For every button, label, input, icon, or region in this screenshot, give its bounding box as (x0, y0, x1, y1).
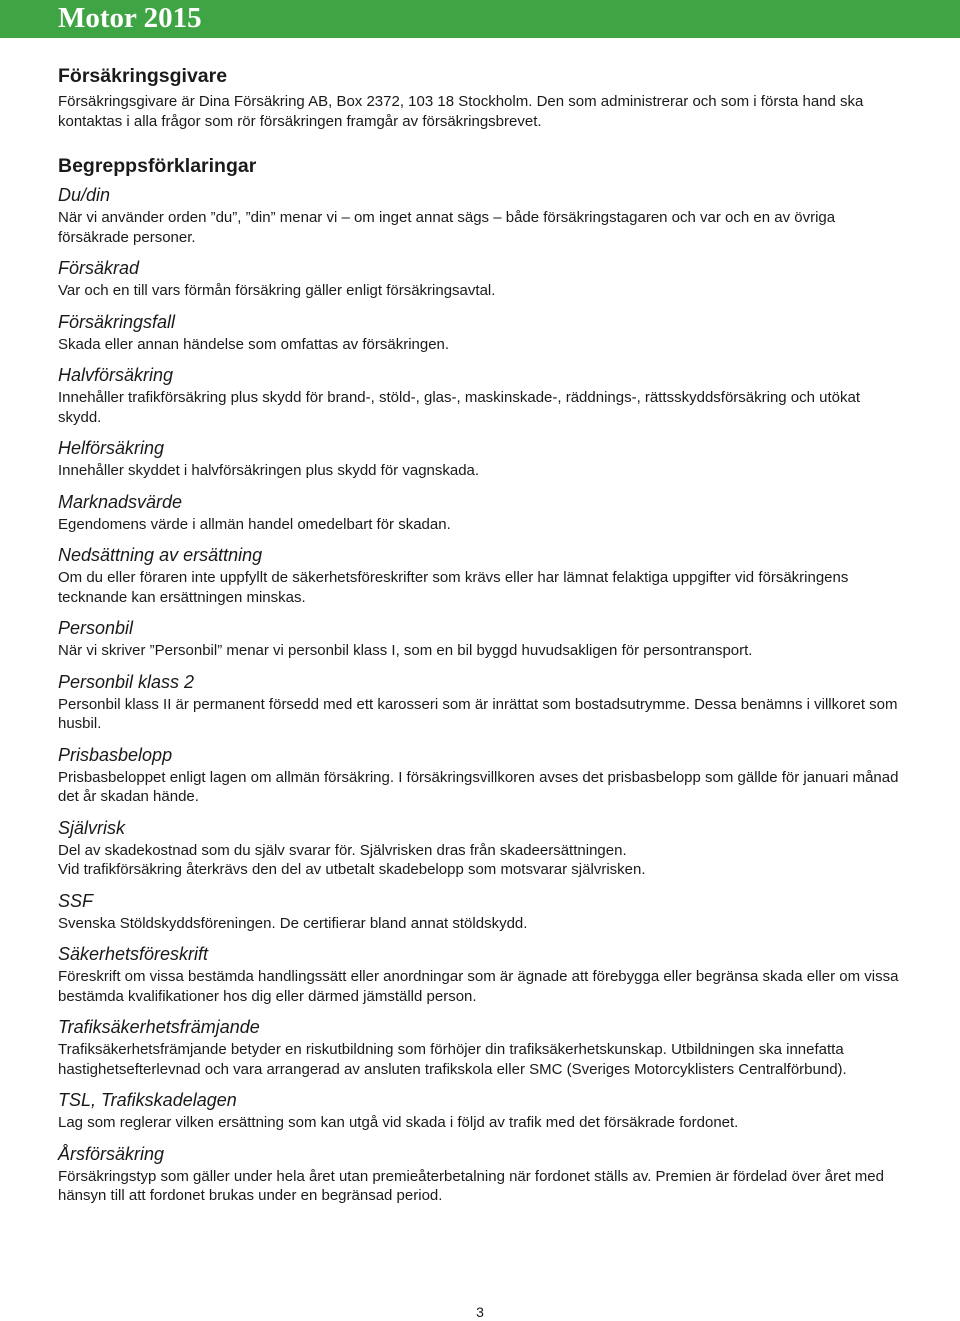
definition-personbil: När vi skriver ”Personbil” menar vi personbil klass I, som en bil byggd huvudsakligen för persontransport. (58, 642, 753, 659)
term-halvforsakring: Halvförsäkring (58, 365, 174, 385)
term-tsl: TSL, Trafikskadelagen (58, 1090, 237, 1110)
definitions-heading: Begreppsförklaringar (58, 155, 257, 177)
definition-trafiksakerhetsframjande: Trafiksäkerhetsfrämjande betyder en riskutbildning som förhöjer din trafiksäkerhetskunskap. Utbildningen ska innefatta hastighetsefterlevnad och vara arrangerad av ansluten trafikskola eller SMC (Sveriges Motorcyklisters Centralförbund). (58, 1041, 847, 1078)
term-trafiksakerhetsframjande: Trafiksäkerhetsfrämjande (58, 1017, 260, 1037)
term-arsforsakring: Årsförsäkring (58, 1143, 165, 1164)
term-sakerhetsforeskrift: Säkerhetsföreskrift (58, 944, 209, 964)
definition-forsakrad: Var och en till vars förmån försäkring gäller enligt försäkringsavtal. (58, 282, 496, 299)
page-number: 3 (476, 1304, 484, 1320)
definition-personbil-klass-2: Personbil klass II är permanent försedd med ett karosseri som är inrättat som bostadsutrymme. Dessa benämns i villkoret som husbil. (58, 695, 898, 732)
definition-nedsattning: Om du eller föraren inte uppfyllt de säkerhetsföreskrifter som krävs eller har lämnat felaktiga uppgifter vid försäkringens tecknande kan ersättningen minskas. (58, 569, 849, 606)
definition-marknadsvarde: Egendomens värde i allmän handel omedelbart för skadan. (58, 515, 451, 533)
term-ssf: SSF (58, 890, 94, 911)
term-personbil: Personbil (58, 618, 134, 638)
document-title: Motor 2015 (58, 2, 202, 34)
definition-arsforsakring: Försäkringstyp som gäller under hela året utan premieåterbetalning när fordonet ställs av. Premien är fördelad över året med hänsyn till att fordonet brukas under en begränsad period. (58, 1167, 884, 1204)
definition-helforsakring: Innehåller skyddet i halvförsäkringen plus skydd för vagnskada. (58, 462, 480, 479)
definition-du-din: När vi använder orden ”du”, ”din” menar vi – om inget annat sägs – både försäkringstagaren och var och en av övriga försäkrade personer. (58, 209, 836, 246)
term-helforsakring: Helförsäkring (58, 438, 165, 458)
definition-sjalvrisk-line-1: Del av skadekostnad som du själv svarar för. Självrisken dras från skadeersättningen. (58, 841, 627, 859)
definition-sjalvrisk (58, 841, 904, 880)
term-forsakringsfall: Försäkringsfall (58, 311, 176, 332)
term-prisbasbelopp: Prisbasbelopp (58, 744, 173, 765)
insurer-text: Försäkringsgivare är Dina Försäkring AB, Box 2372, 103 18 Stockholm. Den som administrerar och som i första hand ska kontaktas i alla frågor som rör försäkringen framgår av försäkringsbrevet. (58, 93, 864, 130)
definition-forsakringsfall: Skada eller annan händelse som omfattas av försäkringen. (58, 335, 450, 353)
definition-ssf: Svenska Stöldskyddsföreningen. De certifierar bland annat stöldskydd. (58, 914, 528, 932)
term-nedsattning: Nedsättning av ersättning (58, 545, 263, 565)
document-body (58, 64, 904, 1206)
insurer-heading: Försäkringsgivare (58, 65, 228, 87)
header-bar (0, 0, 960, 38)
definition-tsl: Lag som reglerar vilken ersättning som kan utgå vid skada i följd av trafik med det försäkrade fordonet. (58, 1114, 739, 1131)
term-du-din: Du/din (58, 185, 111, 205)
definition-sjalvrisk-line-2: Vid trafikförsäkring återkrävs den del av utbetalt skadebelopp som motsvarar självrisken. (58, 861, 646, 878)
definition-sakerhetsforeskrift: Föreskrift om vissa bestämda handlingssätt eller anordningar som är ägnade att förebygga eller begränsa skada eller om vissa bestämda kvalifikationer hos dig eller därmed jämställd person. (58, 968, 899, 1005)
term-sjalvrisk: Självrisk (58, 817, 126, 838)
definition-halvforsakring: Innehåller trafikförsäkring plus skydd för brand-, stöld-, glas-, maskinskade-, räddnings-, rättsskyddsförsäkring och utökat skydd. (58, 389, 861, 426)
term-marknadsvarde: Marknadsvärde (58, 491, 183, 512)
definition-prisbasbelopp: Prisbasbeloppet enligt lagen om allmän försäkring. I försäkringsvillkoren avses det prisbasbelopp som gällde för januari månad det år skadan hände. (58, 768, 899, 805)
term-personbil-klass-2: Personbil klass 2 (58, 671, 195, 692)
term-forsakrad: Försäkrad (58, 258, 140, 278)
